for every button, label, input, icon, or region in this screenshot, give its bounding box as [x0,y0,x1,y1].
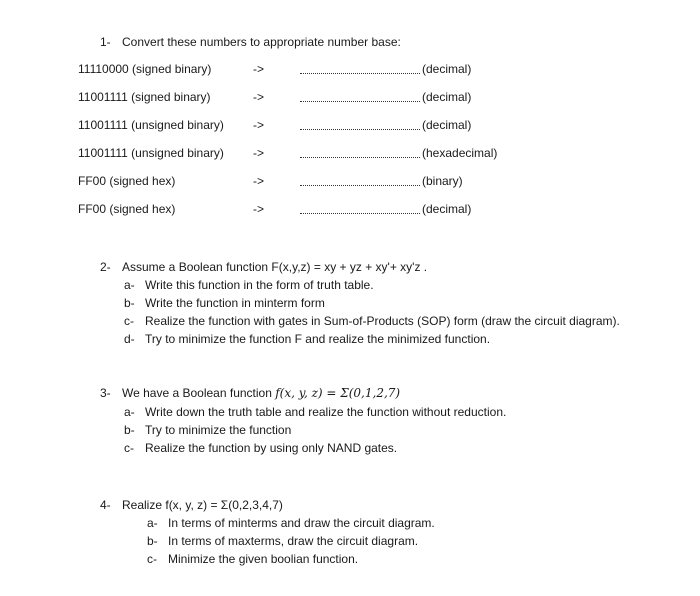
sub-question-text: Try to minimize the function [145,423,292,437]
sub-question-label: c- [147,552,157,566]
sub-question-label: b- [147,534,158,548]
answer-blank [300,148,420,158]
sub-question-text: Minimize the given boolian function. [168,552,359,566]
sub-question-text: Write down the truth table and realize the function without reduction. [145,405,507,419]
arrow: -> [253,146,265,160]
sub-question-text: Realize the function by using only NAND gates. [145,441,398,455]
sub-question-label: c- [124,441,134,455]
sub-question-label: a- [124,405,135,419]
answer-blank [300,176,420,186]
conversion-target: (hexadecimal) [422,146,498,160]
conversion-value: FF00 (signed hex) [78,202,176,216]
conversion-value: FF00 (signed hex) [78,174,176,188]
conversion-target: (binary) [422,174,463,188]
conversion-value: 11110000 (signed binary) [78,62,212,76]
arrow: -> [253,118,265,132]
answer-blank [300,120,420,130]
question-number: 1- [100,35,111,49]
conversion-target: (decimal) [422,202,472,216]
sub-question-label: b- [124,423,135,437]
sub-question-label: a- [124,278,135,292]
conversion-target: (decimal) [422,62,472,76]
question-number: 2- [100,260,111,274]
question-title-text: We have a Boolean function [122,386,272,400]
sub-question-label: a- [147,516,158,530]
question-number: 4- [100,498,111,512]
arrow: -> [253,90,265,104]
sub-question-label: d- [124,332,135,346]
conversion-value: 11001111 (unsigned binary) [78,118,224,132]
conversion-value: 11001111 (unsigned binary) [78,146,224,160]
conversion-target: (decimal) [422,90,472,104]
sub-question-text: Realize the function with gates in Sum-of-Products (SOP) form (draw the circuit diagram). [145,314,620,328]
sub-question-text: Write the function in minterm form [145,296,325,310]
sub-question-text: In terms of minterms and draw the circuit diagram. [168,516,435,530]
sub-question-text: Write this function in the form of truth table. [145,278,374,292]
question-title: Realize f(x, y, z) = Σ(0,2,3,4,7) [122,498,283,512]
arrow: -> [253,62,265,76]
question-number: 3- [100,386,111,400]
question-title [122,386,400,400]
sub-question-text: In terms of maxterms, draw the circuit diagram. [168,534,419,548]
question-title: Convert these numbers to appropriate number base: [122,35,401,49]
sub-question-label: b- [124,296,135,310]
conversion-target: (decimal) [422,118,472,132]
arrow: -> [253,174,265,188]
answer-blank [300,64,420,74]
sub-question-text: Try to minimize the function F and realize the minimized function. [145,332,491,346]
function-formula: f(x, y, z) = Σ(0,1,2,7) [275,386,401,400]
question-title: Assume a Boolean function F(x,y,z) = xy + yz + xy'+ xy'z . [122,260,428,274]
answer-blank [300,92,420,102]
conversion-value: 11001111 (signed binary) [78,90,211,104]
sub-question-label: c- [124,314,134,328]
arrow: -> [253,202,265,216]
answer-blank [300,204,420,214]
